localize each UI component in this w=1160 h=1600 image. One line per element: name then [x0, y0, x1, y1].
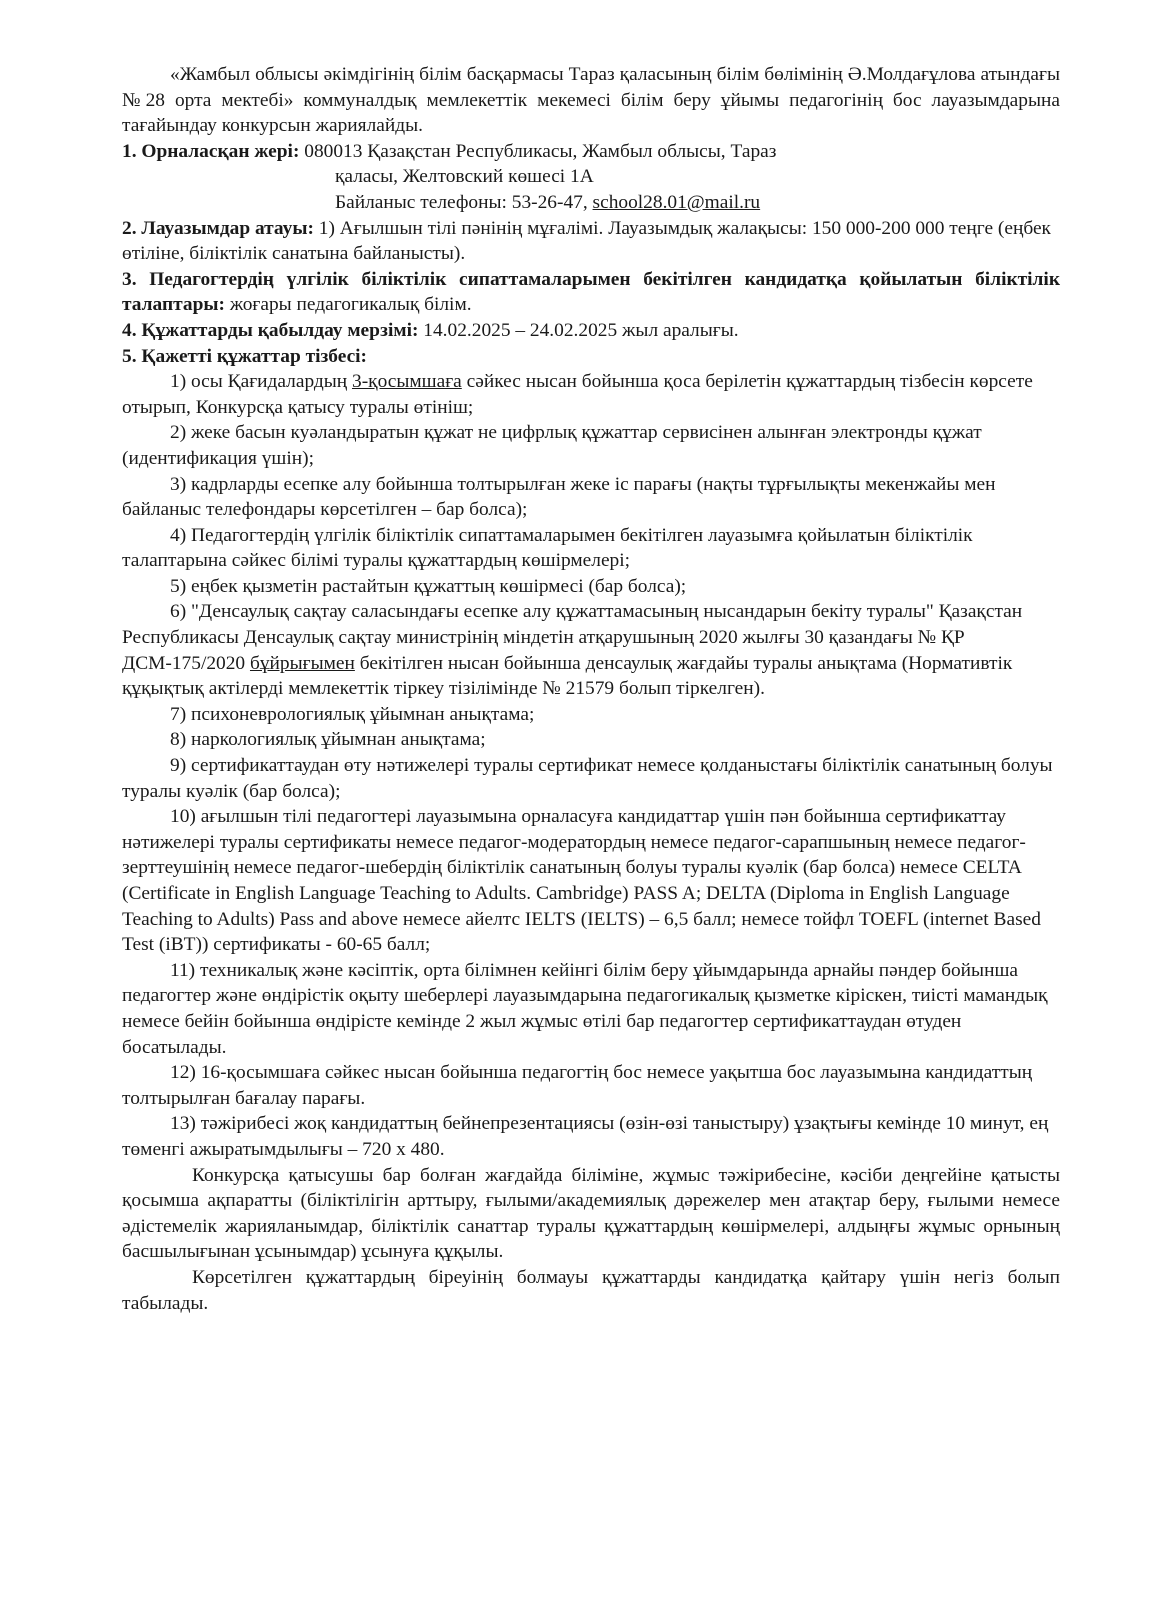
- list-item-10: 10) ағылшын тілі педагогтері лауазымына орналасуға кандидаттар үшін пән бойынша сертификаттау нәтижелері туралы сертификаты немесе педагог-модератордың немесе педагог-сарапшының немесе педагог-зерттеушінің немесе педагог-шебердің біліктілік санатының болуы туралы куәлік (бар болса) немесе CELTA (Certificate in English Language Teaching to Adults. Cambridge) PASS A; DELTA (Diploma in English Language Teaching to Adults) Pass and above немесе айелтс IELTS (IELTS) – 6,5 балл; немесе тойфл TOEFL (internet Based Test (iBT)) сертификаты - 60-65 балл;: [122, 806, 1041, 956]
- list-item-5: 5) еңбек қызметін растайтын құжаттың көшірмесі (бар болса);: [170, 575, 687, 597]
- closing-paragraph-2: Көрсетілген құжаттардың біреуінің болмауы құжаттарды кандидатқа қайтару үшін негіз болып табылады.: [122, 1266, 1060, 1314]
- list-item-6: [122, 599, 1060, 701]
- contact-line: [335, 190, 1060, 216]
- list-item-1-text-a: 1) осы Қағидалардың: [170, 371, 353, 393]
- section-5-label: 5. Қажетті құжаттар тізбесі:: [122, 345, 368, 367]
- location-line-1: 080013 Қазақстан Республикасы, Жамбыл облысы, Тараз: [299, 140, 777, 162]
- section-2-positions: [122, 216, 1060, 267]
- section-1-label: 1. Орналасқан жері:: [122, 140, 300, 162]
- closing-paragraph-1: Конкурсқа қатысушы бар болған жағдайда біліміне, жұмыс тәжірибесіне, кәсіби деңгейіне қатысты қосымша ақпаратты (біліктілігін арттыру, ғылыми/академиялық дәрежелер мен атақтар беру, ғылыми немесе әдістемелік жарияланымдар, біліктілік санаттар туралы құжаттардың көшірмелері, алдыңғы жұмыс орнының басшылығынан ұсынымдар) ұсынуға құқылы.: [122, 1164, 1060, 1263]
- list-item-1-text-b: сәйкес нысан бойынша қоса берілетін құжаттардың тізбесін көрсете отырып, Конкурсқа қатысу туралы өтініш;: [122, 371, 1033, 418]
- email-link[interactable]: school28.01@mail.ru: [592, 191, 761, 213]
- section-2-text: 1) Ағылшын тілі пәнінің мұғалімі. Лауазымдық жалақысы: 150 000-200 000 теңге (еңбек өтіліне, біліктілік санатына байланысты).: [122, 217, 1051, 265]
- list-item-12: 12) 16-қосымшаға сәйкес нысан бойынша педагогтің бос немесе уақытша бос лауазымына кандидаттың толтырылған бағалау парағы.: [122, 1062, 1033, 1109]
- section-3-requirements: [122, 267, 1060, 318]
- section-3-label: 3. Педагогтердің үлгілік біліктілік сипаттамаларымен бекітілген кандидатқа қойылатын біліктілік талаптары:: [122, 268, 1060, 316]
- list-item-6-text-b: бекітілген нысан бойынша денсаулық жағдайы туралы анықтама (Нормативтік құқықтық актілерді мемлекеттік тіркеу тізілімінде № 21579 болып тіркелген).: [122, 652, 1013, 700]
- section-5-heading: [122, 344, 1060, 370]
- section-2-label: 2. Лауазымдар атауы:: [122, 217, 314, 239]
- list-item-9: 9) сертификаттаудан өту нәтижелері туралы сертификат немесе қолданыстағы біліктілік санатының болуы туралы куәлік (бар болса);: [122, 755, 1053, 802]
- intro-paragraph: «Жамбыл облысы әкімдігінің білім басқармасы Тараз қаласының білім бөлімінің Ә.Молдағұлова атындағы №28 орта мектебі» коммуналдық мемлекеттік мекемесі білім беру ұйымы педагогінің бос лауазымдарына тағайындау конкурсын жариялайды.: [122, 64, 1060, 137]
- phone-text: Байланыс телефоны: 53-26-47,: [335, 191, 593, 213]
- list-item-8: 8) наркологиялық ұйымнан анықтама;: [170, 729, 486, 751]
- list-item-3: 3) кадрларды есепке алу бойынша толтырылған жеке іс парағы (нақты тұрғылықты мекенжайы мен байланыс телефондары көрсетілген – бар болса);: [122, 473, 996, 521]
- list-item-13: 13) тәжірибесі жоқ кандидаттың бейнепрезентациясы (өзін-өзі таныстыру) ұзақтығы кемінде 10 минут, ең төменгі ажыратымдылығы – 720 х 480.: [122, 1113, 1049, 1160]
- list-item-4: 4) Педагогтердің үлгілік біліктілік сипаттамаларымен бекітілген лауазымға қойылатын біліктілік талаптарына сәйкес білімі туралы құжаттардың көшірмелері;: [122, 524, 973, 572]
- list-item-11: 11) техникалық және кәсіптік, орта білімнен кейінгі білім беру ұйымдарында арнайы пәндер бойынша педагогтер және өндірістік оқыту шеберлері лауазымдарына педагогикалық қызметке кіріскен, тиісті мамандық немесе бейін бойынша өндірісте кемінде 2 жыл жұмыс өтілі бар педагогтер сертификаттаудан өтуден босатылады.: [122, 959, 1048, 1058]
- list-item-6-text-a: 6) "Денсаулық сақтау саласындағы есепке алу құжаттамасының нысандарын бекіту туралы" Қазақстан Республикасы Денсаулық сақтау министрінің міндетін атқарушының 2020 жылғы 30 қазандағы № ҚР ДСМ-175/2020: [122, 601, 1023, 674]
- list-item-1: [122, 369, 1060, 420]
- section-3-text: жоғары педагогикалық білім.: [224, 294, 472, 316]
- list-item-2: 2) жеке басын куәландыратын құжат не цифрлық құжаттар сервисінен алынған электронды құжат (идентификация үшін);: [122, 422, 982, 469]
- section-4-label: 4. Құжаттарды қабылдау мерзімі:: [122, 319, 419, 341]
- section-1-location: [122, 139, 1060, 165]
- appendix-3-link[interactable]: 3-қосымшаға: [352, 371, 462, 393]
- section-4-text: 14.02.2025 – 24.02.2025 жыл аралығы.: [418, 319, 739, 341]
- order-link[interactable]: бұйрығымен: [249, 652, 355, 674]
- section-4-deadline: [122, 318, 1060, 344]
- location-line-2: қаласы, Желтовский көшесі 1А: [335, 166, 594, 188]
- list-item-7: 7) психоневрологиялық ұйымнан анықтама;: [170, 703, 535, 725]
